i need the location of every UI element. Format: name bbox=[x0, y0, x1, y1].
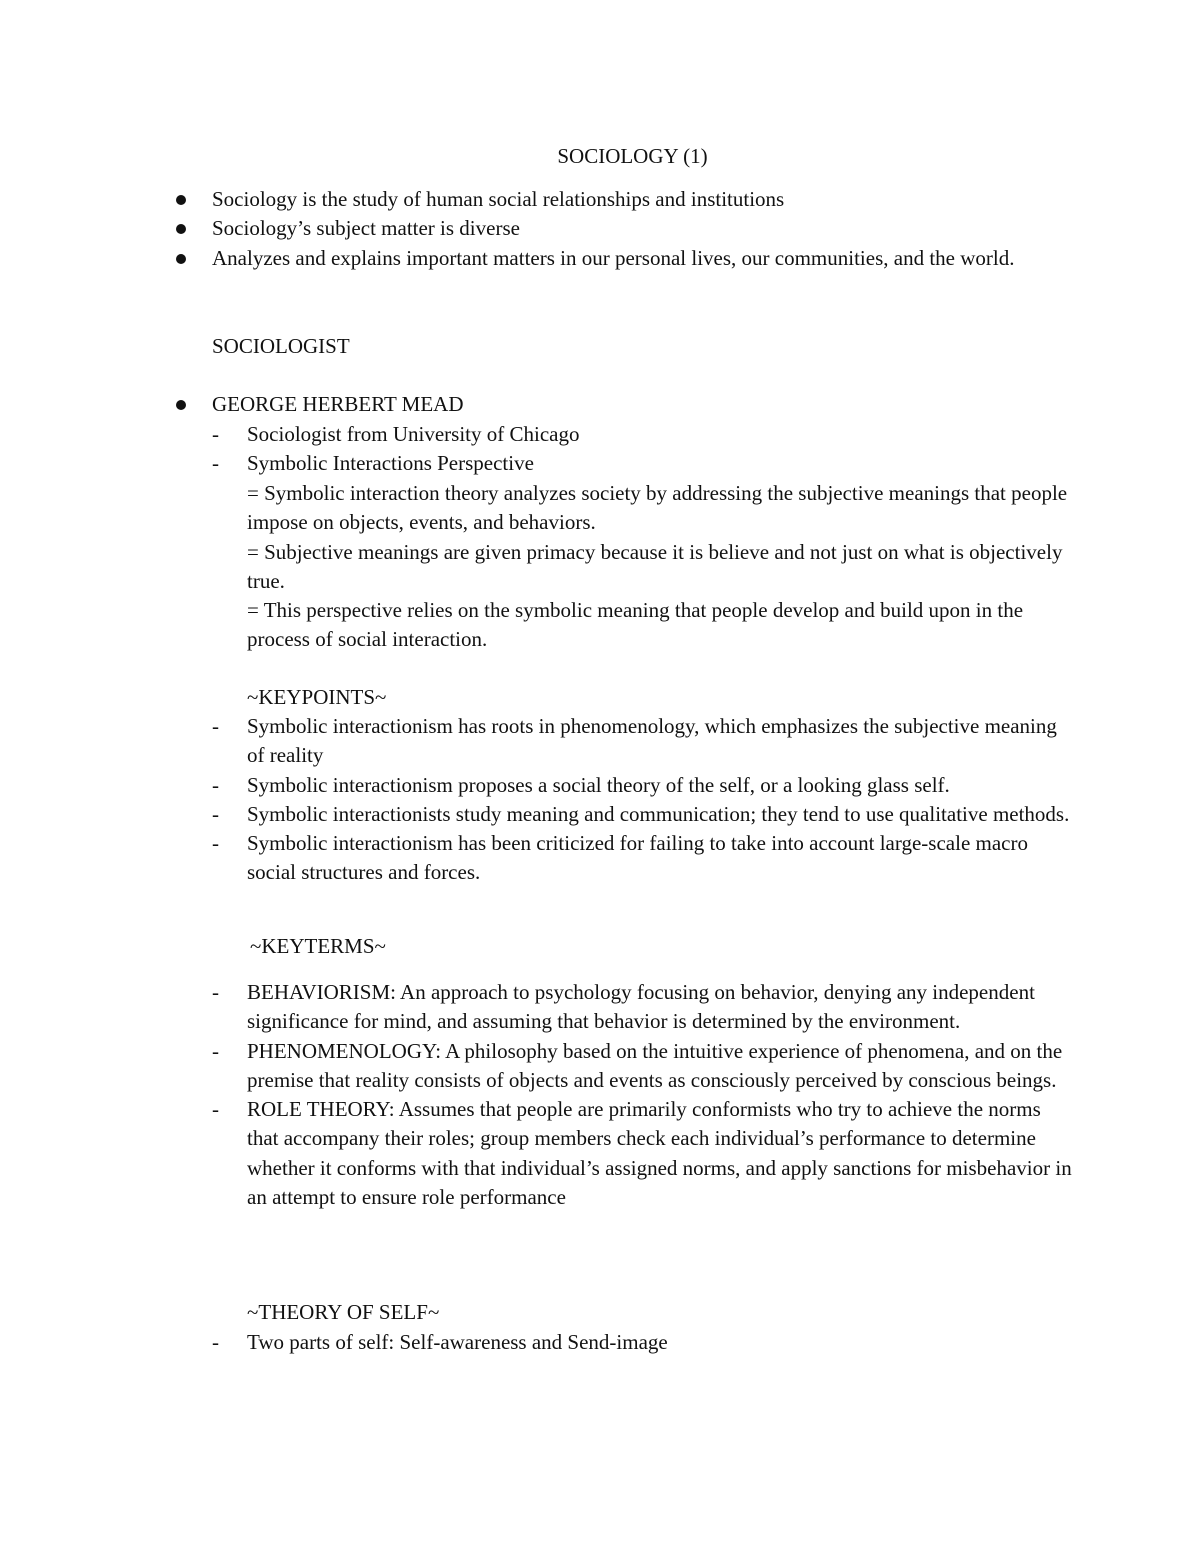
dash-marker: - bbox=[212, 980, 219, 1004]
keypoint-text: Symbolic interactionism has been criticized for failing to take into account large-scale macro social structures and forces. bbox=[247, 831, 1028, 885]
keyterm-text: PHENOMENOLOGY: A philosophy based on the intuitive experience of phenomena, and on the premise that reality consists of objects and events as consciously perceived by conscious beings. bbox=[247, 1038, 1063, 1092]
list-item bbox=[212, 712, 1072, 771]
list-item bbox=[212, 449, 1072, 478]
list-item bbox=[212, 978, 1072, 1037]
dash-item-text: Symbolic Interactions Perspective bbox=[247, 451, 534, 476]
keypoints-list bbox=[212, 712, 1072, 888]
definition-line: = Symbolic interaction theory analyzes society by addressing the subjective meanings that people impose on objects, events, and behaviors. bbox=[247, 481, 1068, 535]
dash-marker: - bbox=[212, 422, 219, 446]
list-item bbox=[212, 1037, 1072, 1096]
theory-of-self-list bbox=[212, 1328, 1072, 1357]
theory-item-text: Two parts of self: Self-awareness and Send-image bbox=[247, 1330, 668, 1354]
page-title: SOCIOLOGY (1) bbox=[557, 144, 708, 168]
list-item bbox=[212, 800, 1072, 829]
bullet-text: Sociology’s subject matter is diverse bbox=[212, 216, 520, 241]
list-item bbox=[172, 244, 1072, 273]
list-item bbox=[172, 390, 1072, 419]
list-item bbox=[172, 185, 1072, 214]
sociologist-heading: SOCIOLOGIST bbox=[212, 334, 350, 358]
bullet-icon bbox=[176, 254, 186, 264]
dash-marker: - bbox=[212, 1330, 219, 1354]
list-item bbox=[212, 1328, 1072, 1357]
keyterm-text: BEHAVIORISM: An approach to psychology focusing on behavior, denying any independent significance for mind, and assuming that behavior is determined by the environment. bbox=[247, 980, 1035, 1034]
dash-marker: - bbox=[212, 831, 219, 856]
bullet-icon bbox=[176, 195, 186, 205]
keypoint-text: Symbolic interactionism proposes a social theory of the self, or a looking glass self. bbox=[247, 772, 950, 797]
keyterms-heading: ~KEYTERMS~ bbox=[250, 934, 386, 958]
dash-marker: - bbox=[212, 1097, 219, 1122]
sociologist-bullet-list bbox=[172, 390, 1072, 419]
dash-item-text: Sociologist from University of Chicago bbox=[247, 422, 580, 446]
keypoint-text: Symbolic interactionism has roots in phenomenology, which emphasizes the subjective meaning of reality bbox=[247, 714, 1057, 768]
list-item bbox=[172, 214, 1072, 243]
bullet-text: Sociology is the study of human social relationships and institutions bbox=[212, 187, 785, 211]
keyterms-list bbox=[212, 978, 1072, 1212]
dash-marker: - bbox=[212, 1038, 219, 1063]
bullet-icon bbox=[176, 224, 186, 234]
keypoints-heading: ~KEYPOINTS~ bbox=[247, 685, 387, 709]
bullet-text: Analyzes and explains important matters in our personal lives, our communities, and the world. bbox=[212, 245, 1015, 270]
mead-detail-list bbox=[212, 420, 1072, 479]
list-item bbox=[212, 1095, 1072, 1212]
sociologist-name: GEORGE HERBERT MEAD bbox=[212, 392, 464, 416]
definition-line: = Subjective meanings are given primacy because it is believe and not just on what is objectively true. bbox=[247, 539, 1063, 593]
theory-of-self-heading: ~THEORY OF SELF~ bbox=[247, 1300, 440, 1324]
definitions-block bbox=[247, 479, 1072, 655]
list-item bbox=[212, 420, 1072, 449]
keyterm-text: ROLE THEORY: Assumes that people are primarily conformists who try to achieve the norms that accompany their roles; group members check each individual’s performance to determine whether it conforms with that individual’s assigned norms, and apply sanctions for misbehavior in an attempt to ensure role performance bbox=[247, 1097, 1072, 1210]
dash-marker: - bbox=[212, 714, 219, 738]
dash-marker: - bbox=[212, 772, 219, 797]
dash-marker: - bbox=[212, 451, 219, 476]
bullet-icon bbox=[176, 400, 186, 410]
intro-bullet-list bbox=[172, 185, 1072, 273]
dash-marker: - bbox=[212, 801, 219, 826]
list-item bbox=[212, 771, 1072, 800]
list-item bbox=[212, 829, 1072, 888]
keypoint-text: Symbolic interactionists study meaning and communication; they tend to use qualitative methods. bbox=[247, 801, 1070, 826]
definition-line: = This perspective relies on the symbolic meaning that people develop and build upon in the process of social interaction. bbox=[247, 598, 1024, 652]
